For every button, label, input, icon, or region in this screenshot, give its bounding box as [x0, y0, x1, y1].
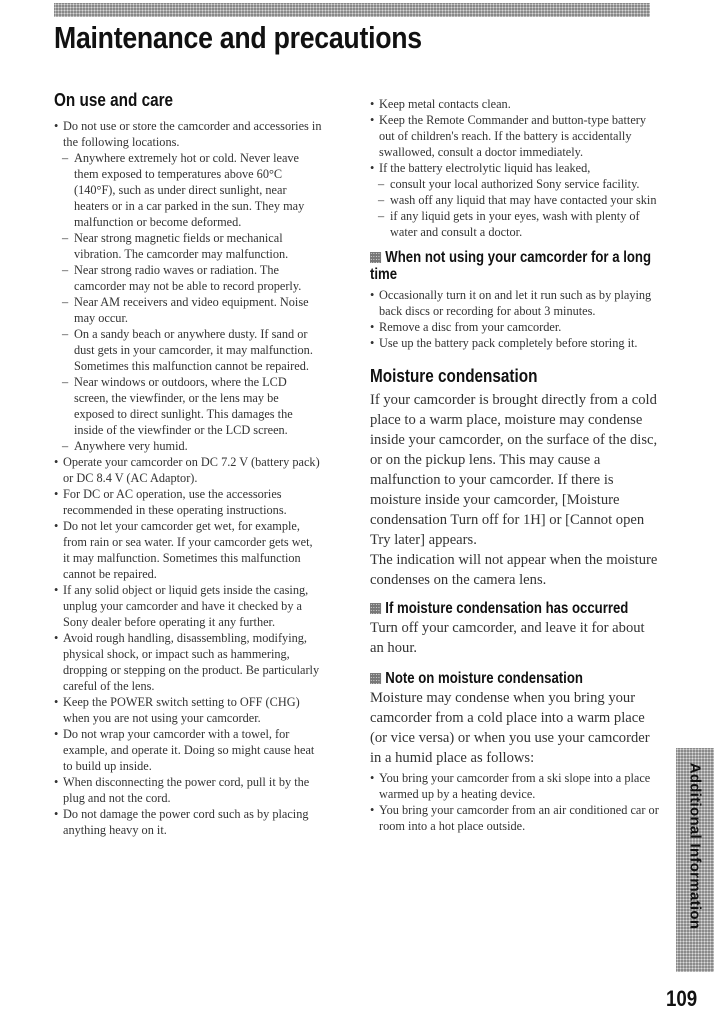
list-subitem: – Anywhere very humid.: [62, 438, 322, 454]
list-item: • Do not wrap your camcorder with a towel, for example, and operate it. Doing so might cause heat to build up inside.: [54, 726, 322, 774]
section-marker-icon: [370, 673, 381, 684]
list-item: • Use up the battery pack completely before storing it.: [370, 335, 660, 351]
list-item: • Keep the POWER switch setting to OFF (CHG) when you are not using your camcorder.: [54, 694, 322, 726]
list-item: • Keep metal contacts clean.: [370, 96, 660, 112]
section-heading-note: Note on moisture condensation: [370, 670, 659, 687]
section-marker-icon: [370, 252, 381, 263]
note-list: [370, 770, 660, 834]
list-item: • Do not use or store the camcorder and accessories in the following locations.: [54, 118, 322, 150]
list-subitem: – Near windows or outdoors, where the LCD screen, the viewfinder, or the lens may be exposed to direct sunlight. This damages the inside of the viewfinder or the LCD screen.: [62, 374, 322, 438]
list-subitem: – Near strong magnetic fields or mechanical vibration. The camcorder may malfunction.: [62, 230, 322, 262]
section-heading-moisture: Moisture condensation: [370, 366, 538, 386]
section-heading-occurred: If moisture condensation has occurred: [370, 600, 659, 617]
list-item: • If the battery electrolytic liquid has leaked,: [370, 160, 660, 176]
moisture-paragraph: If your camcorder is brought directly from a cold place to a warm place, moisture may condense inside your camcorder, on the surface of the disc, or on the pickup lens. This may cause a malfunction to your camcorder. If there is moisture inside your camcorder, [Moisture condensation Turn off for 1H] or [Cannot open Try later] appears.: [370, 392, 658, 548]
not-using-list: [370, 287, 660, 351]
page-title: Maintenance and precautions: [54, 20, 422, 55]
right-column: [370, 96, 660, 834]
list-subitem: – wash off any liquid that may have contacted your skin: [378, 192, 660, 208]
section-marker-icon: [370, 603, 381, 614]
list-item: • When disconnecting the power cord, pull it by the plug and not the cord.: [54, 774, 322, 806]
list-subitem: – On a sandy beach or anywhere dusty. If sand or dust gets in your camcorder, it may malfunction. Sometimes this malfunction cannot be repaired.: [62, 326, 322, 374]
list-item: • Avoid rough handling, disassembling, modifying, physical shock, or impact such as hammering, dropping or stepping on the product. Be particularly careful of the lens.: [54, 630, 322, 694]
list-subitem: – if any liquid gets in your eyes, wash with plenty of water and consult a doctor.: [378, 208, 660, 240]
list-item: • If any solid object or liquid gets inside the casing, unplug your camcorder and have it checked by a Sony dealer before operating it any further.: [54, 582, 322, 630]
page-number: 109: [666, 986, 698, 1011]
use-and-care-list: [54, 118, 322, 838]
header-bar: [54, 3, 650, 17]
list-subitem: – Near strong radio waves or radiation. The camcorder may not be able to record properly.: [62, 262, 322, 294]
list-item: • Do not damage the power cord such as by placing anything heavy on it.: [54, 806, 322, 838]
list-item: • Operate your camcorder on DC 7.2 V (battery pack) or DC 8.4 V (AC Adaptor).: [54, 454, 322, 486]
list-item: • Occasionally turn it on and let it run such as by playing back discs or recording for about 3 minutes.: [370, 287, 660, 319]
list-subitem: – Anywhere extremely hot or cold. Never leave them exposed to temperatures above 60°C (140°F), such as under direct sunlight, near heaters or in a car parked in the sun. They may malfunction or become deformed.: [62, 150, 322, 230]
left-column: [54, 90, 322, 838]
list-subitem: – Near AM receivers and video equipment. Noise may occur.: [62, 294, 322, 326]
section-heading-not-using: When not using your camcorder for a long time: [370, 249, 652, 283]
section-heading-use-and-care: On use and care: [54, 90, 174, 110]
list-subitem: – consult your local authorized Sony service facility.: [378, 176, 660, 192]
list-item: • Keep the Remote Commander and button-type battery out of children's reach. If the battery is accidentally swallowed, consult a doctor immediately.: [370, 112, 660, 160]
list-item: • Remove a disc from your camcorder.: [370, 319, 660, 335]
side-tab-label: Additional Information: [686, 762, 704, 930]
list-item: • You bring your camcorder from a ski slope into a place warmed up by a heating device.: [370, 770, 660, 802]
list-item: • Do not let your camcorder get wet, for example, from rain or sea water. If your camcorder gets wet, it may malfunction. Sometimes this malfunction cannot be repaired.: [54, 518, 322, 582]
list-item: • You bring your camcorder from an air conditioned car or room into a hot place outside.: [370, 802, 660, 834]
list-item: • For DC or AC operation, use the accessories recommended in these operating instructions.: [54, 486, 322, 518]
note-paragraph: Moisture may condense when you bring your camcorder from a cold place into a warm place (or vice versa) or when you use your camcorder in a humid place as follows:: [370, 690, 650, 766]
occurred-paragraph: Turn off your camcorder, and leave it for about an hour.: [370, 620, 645, 656]
moisture-paragraph: The indication will not appear when the moisture condenses on the camera lens.: [370, 552, 658, 588]
right-intro-list: [370, 96, 660, 240]
